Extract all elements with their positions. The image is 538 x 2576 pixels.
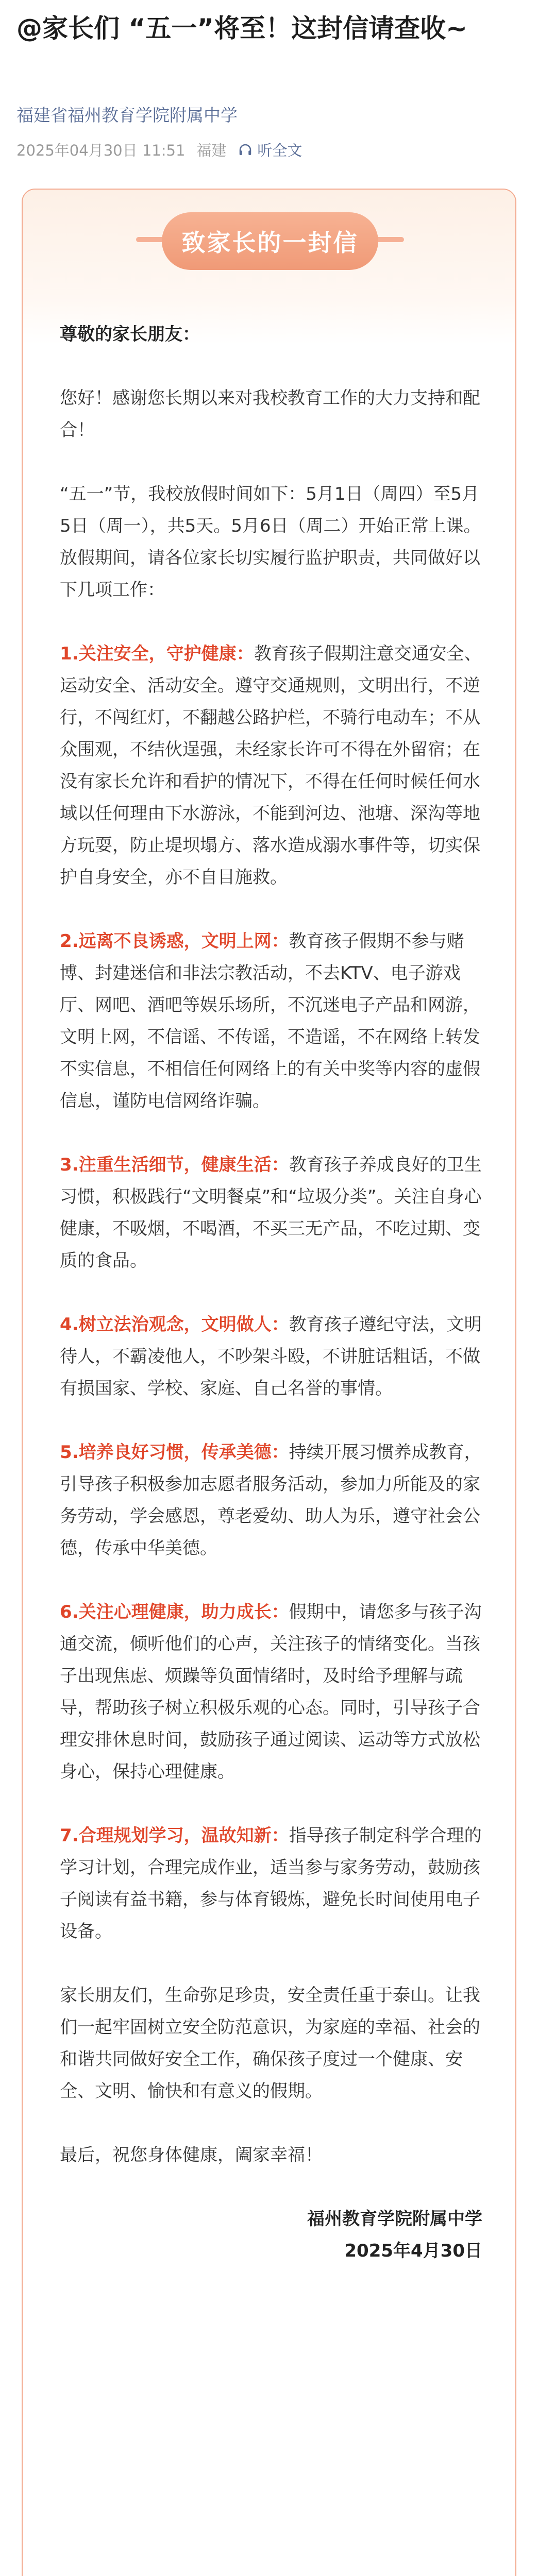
item-6-heading: 6.关注心理健康，助力成长： <box>60 1602 289 1622</box>
letter-greeting: 尊敬的家长朋友： <box>60 324 200 345</box>
item-4 <box>60 1309 482 1404</box>
publish-date: 2025年04月30日 11:51 <box>16 142 186 159</box>
item-6 <box>60 1596 482 1788</box>
item-5-text: 持续开展习惯养成教育，引导孩子积极参加志愿者服务活动，参加力所能及的家务劳动，学会感恩，尊老爱幼、助人为乐，遵守社会公德，传承中华美德。 <box>60 1442 482 1558</box>
holiday-schedule: “五一”节，我校放假时间如下：5月1日（周四）至5月5日（周一），共5天。5月6日（周二）开始正常上课。放假期间，请各位家长切实履行监护职责，共同做好以下几项工作： <box>60 484 481 600</box>
item-5 <box>60 1436 482 1564</box>
item-4-text: 教育孩子遵纪守法，文明待人，不霸凌他人，不吵架斗殴，不讲脏话粗话，不做有损国家、学校、家庭、自己名誉的事情。 <box>60 1314 482 1399</box>
article-title: @家长们 “五一”将至！这封信请查收~ <box>16 13 468 43</box>
item-7 <box>60 1820 482 1947</box>
letter-body <box>60 318 482 2267</box>
listen-button[interactable] <box>238 139 302 160</box>
letter-signature <box>60 2203 482 2267</box>
letter-banner: 致家长的一封信 <box>162 212 378 270</box>
letter-card <box>22 189 516 2576</box>
item-2-text: 教育孩子假期不参与赌博、封建迷信和非法宗教活动，不去KTV、电子游戏厅、网吧、酒吧等娱乐场所，不沉迷电子产品和网游，文明上网，不信谣、不传谣，不造谣，不在网络上转发不实信息，不相信任何网络上的有关中奖等内容的虚假信息，谨防电信网络诈骗。 <box>60 931 480 1111</box>
item-6-text: 假期中，请您多与孩子沟通交流，倾听他们的心声，关注孩子的情绪变化。当孩子出现焦虑、烦躁等负面情绪时，及时给予理解与疏导，帮助孩子树立积极乐观的心态。同时，引导孩子合理安排休息时间，鼓励孩子通过阅读、运动等方式放松身心，保持心理健康。 <box>60 1602 482 1782</box>
item-1 <box>60 638 482 893</box>
account-name-link[interactable]: 福建省福州教育学院附属中学 <box>16 105 238 125</box>
headphones-icon <box>238 142 253 158</box>
article-meta <box>16 139 302 160</box>
item-7-text: 指导孩子制定科学合理的学习计划，合理完成作业，适当参与家务劳动，鼓励孩子阅读有益书籍，参与体育锻炼，避免长时间使用电子设备。 <box>60 1825 482 1942</box>
listen-label: 听全文 <box>257 142 302 159</box>
letter-closing: 家长朋友们，生命弥足珍贵，安全责任重于泰山。让我们一起牢固树立安全防范意识，为家庭的幸福、社会的和谐共同做好安全工作，确保孩子度过一个健康、安全、文明、愉快和有意义的假期。 <box>60 1985 480 2102</box>
item-1-text: 教育孩子假期注意交通安全、运动安全、活动安全。遵守交通规则，文明出行，不逆行，不闯红灯，不翻越公路护栏，不骑行电动车；不从众围观，不结伙逞强，未经家长许可不得在外留宿；在没有家长允许和看护的情况下，不得在任何时候任何水域以任何理由下水游泳，不能到河边、池塘、深沟等地方玩耍，防止堤坝塌方、落水造成溺水事件等，切实保护自身安全，亦不自目施救。 <box>60 643 482 888</box>
item-3 <box>60 1149 482 1277</box>
item-7-heading: 7.合理规划学习，温故知新： <box>60 1825 289 1846</box>
item-2 <box>60 925 482 1117</box>
item-3-heading: 3.注重生活细节，健康生活： <box>60 1155 289 1175</box>
item-1-heading: 1.关注安全，守护健康： <box>60 643 254 664</box>
item-5-heading: 5.培养良好习惯，传承美德： <box>60 1442 289 1463</box>
signature-org: 福州教育学院附属中学 <box>307 2209 482 2229</box>
publish-location: 福建 <box>196 142 227 159</box>
letter-wishes: 最后，祝您身体健康，阖家幸福！ <box>60 2145 323 2165</box>
signature-date: 2025年4月30日 <box>344 2241 482 2261</box>
letter-intro: 您好！感谢您长期以来对我校教育工作的大力支持和配合！ <box>60 388 480 440</box>
item-4-heading: 4.树立法治观念，文明做人： <box>60 1314 289 1335</box>
item-2-heading: 2.远离不良诱惑，文明上网： <box>60 931 289 952</box>
item-3-text: 教育孩子养成良好的卫生习惯，积极践行“文明餐桌”和“垃圾分类”。关注自身心健康，不吸烟，不喝酒，不买三无产品，不吃过期、变质的食品。 <box>60 1155 482 1271</box>
